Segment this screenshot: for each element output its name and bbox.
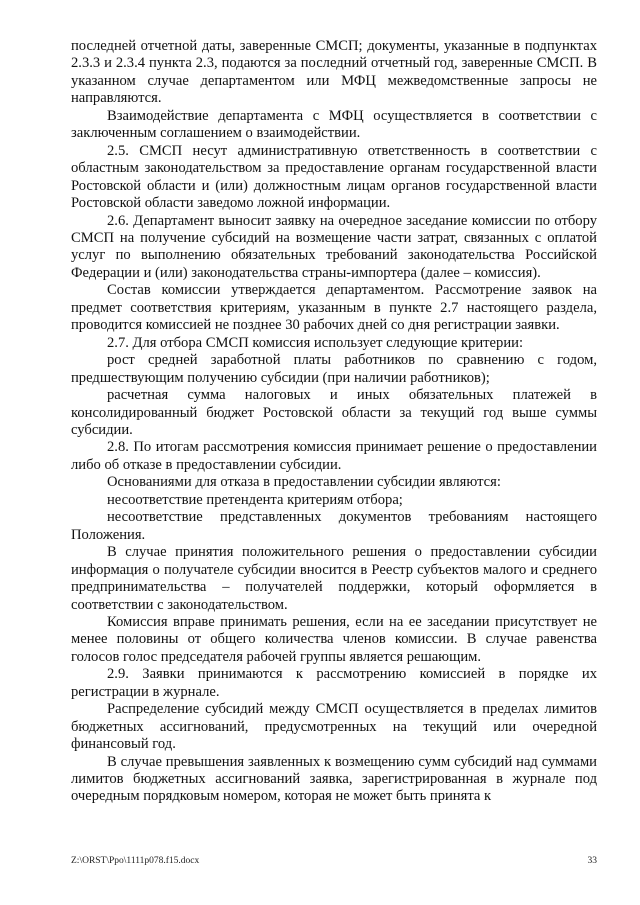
paragraph-2-6: 2.6. Департамент выносит заявку на очередное заседание комиссии по отбору СМСП на получение субсидий на возмещение части затрат, связанных с оплатой услуг по выполнению обязательных требований законодательства Российской Федерации и (или) законодательства страны-импортера (далее – комиссия). xyxy=(71,212,597,281)
paragraph-2-5: 2.5. СМСП несут административную ответственность в соответствии с областным законодательством за предоставление органам государственной власти Ростовской области и (или) должностным лицам органов государственной власти Ростовской области заведомо ложной информации. xyxy=(71,142,597,212)
paragraph-mfc-agreement: Взаимодействие департамента с МФЦ осуществляется в соответствии с заключенным соглашением о взаимодействии. xyxy=(71,107,597,142)
paragraph-continuation: последней отчетной даты, заверенные СМСП; документы, указанные в подпунктах 2.3.3 и 2.3.4 пункта 2.3, подаются за последний отчетный год, заверенные СМСП. В указанном случае департаментом или МФЦ межведомственные запросы не направляются. xyxy=(71,38,597,107)
paragraph-2-8: 2.8. По итогам рассмотрения комиссия принимает решение о предоставлении либо об отказе в предоставлении субсидии. xyxy=(71,439,597,473)
document-body xyxy=(71,38,597,806)
paragraph-refusal-grounds: Основаниями для отказа в предоставлении субсидии являются: xyxy=(107,474,501,491)
paragraph-refusal-documents: несоответствие представленных документов требованиям настоящего Положения. xyxy=(71,509,597,543)
page-number: 33 xyxy=(587,856,597,866)
paragraph-refusal-criteria: несоответствие претендента критериям отбора; xyxy=(107,491,403,508)
paragraph-criterion-salary: рост средней заработной платы работников по сравнению с годом, предшествующим получению субсидии (при наличии работников); xyxy=(71,352,597,386)
paragraph-2-9: 2.9. Заявки принимаются к рассмотрению комиссией в порядке их регистрации в журнале. xyxy=(71,666,597,700)
paragraph-quorum: Комиссия вправе принимать решения, если на ее заседании присутствует не менее половины от общего количества членов комиссии. В случае равенства голосов голос председателя рабочей группы является решающим. xyxy=(71,613,597,665)
paragraph-commission-composition: Состав комиссии утверждается департаментом. Рассмотрение заявок на предмет соответствия критериям, указанным в пункте 2.7 настоящего раздела, проводится комиссией не позднее 30 рабочих дней со дня регистрации заявки. xyxy=(71,282,597,334)
paragraph-2-7: 2.7. Для отбора СМСП комиссия использует следующие критерии: xyxy=(107,334,524,351)
paragraph-distribution: Распределение субсидий между СМСП осуществляется в пределах лимитов бюджетных ассигнований, предусмотренных на текущий или очередной финансовый год. xyxy=(71,701,597,753)
paragraph-criterion-taxes: расчетная сумма налоговых и иных обязательных платежей в консолидированный бюджет Ростовской области за текущий год выше суммы субсидии. xyxy=(71,387,597,438)
paragraph-registry: В случае принятия положительного решения о предоставлении субсидии информация о получателе субсидии вносится в Реестр субъектов малого и среднего предпринимательства – получателей поддержки, который оформляется в соответствии с законодательством. xyxy=(71,544,597,613)
paragraph-excess: В случае превышения заявленных к возмещению сумм субсидий над суммами лимитов бюджетных ассигнований заявка, зарегистрированная в журнале под очередным порядковым номером, которая не может быть принята к xyxy=(71,753,597,805)
footer-file-path: Z:\ORST\Ppo\1111p078.f15.docx xyxy=(71,856,200,866)
